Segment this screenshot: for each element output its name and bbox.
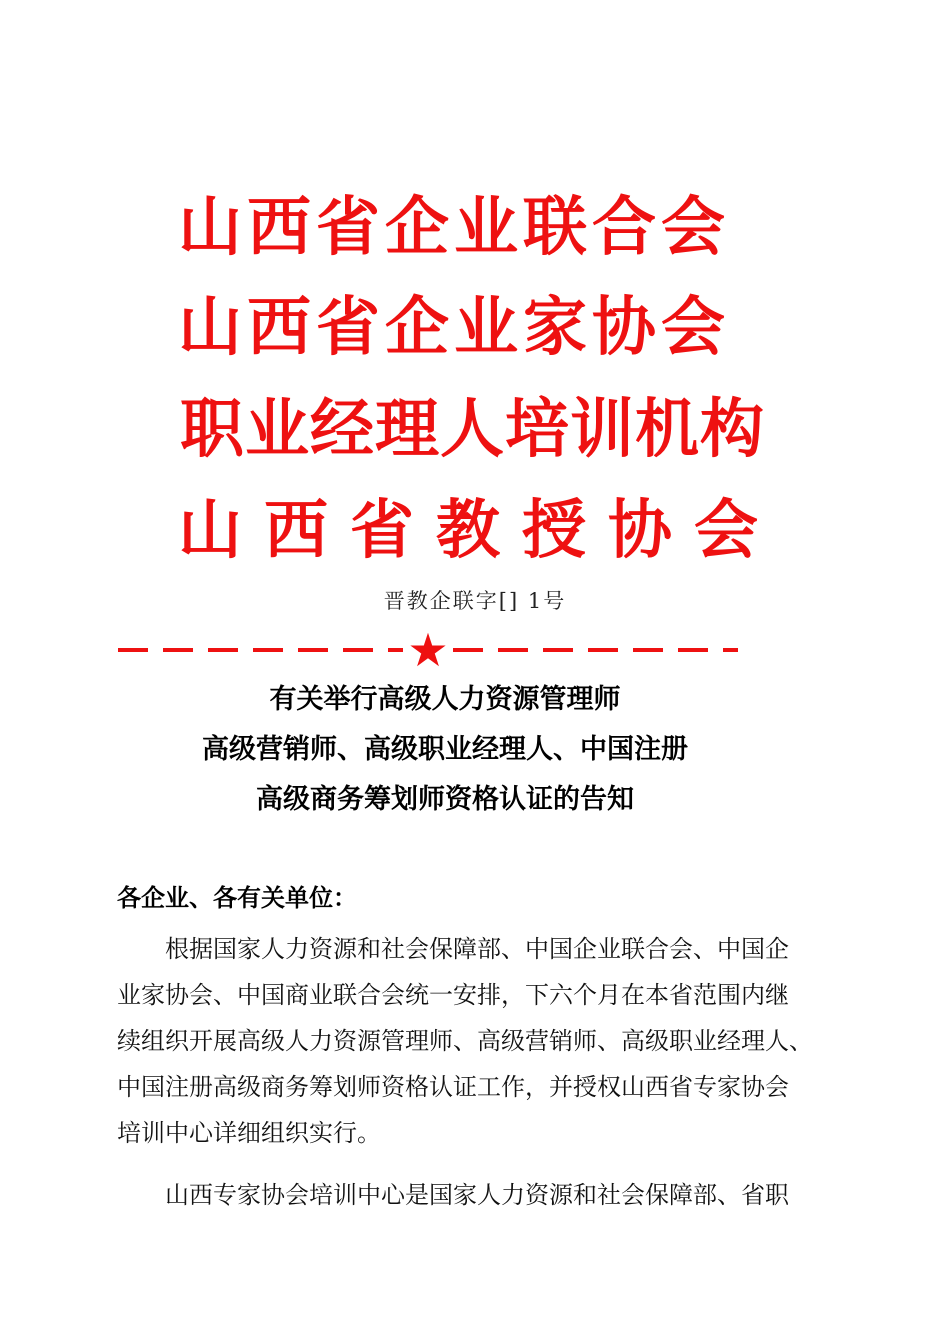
notice-title-line-2: 高级营销师、高级职业经理人、中国注册 bbox=[202, 734, 688, 765]
paragraph-1-line-5: 培训中心详细组织实行。 bbox=[117, 1119, 381, 1147]
salutation: 各企业、各有关单位： bbox=[117, 884, 357, 912]
paragraph-1-line-4: 中国注册高级商务筹划师资格认证工作，并授权山西省专家协会 bbox=[117, 1073, 789, 1101]
paragraph-1-line-3: 续组织开展高级人力资源管理师、高级营销师、高级职业经理人、 bbox=[117, 1027, 813, 1055]
star-icon: ★ bbox=[407, 623, 449, 677]
paragraph-2-line-1: 山西专家协会培训中心是国家人力资源和社会保障部、省职 bbox=[165, 1181, 789, 1209]
notice-title-line-1: 有关举行高级人力资源管理师 bbox=[269, 684, 621, 715]
red-divider bbox=[118, 623, 738, 677]
org-name-4: 山西省教授协会 bbox=[178, 494, 780, 568]
divider-dashes-left bbox=[118, 648, 403, 652]
paragraph-1-line-1: 根据国家人力资源和社会保障部、中国企业联合会、中国企 bbox=[165, 935, 789, 963]
org-name-1: 山西省企业联合会 bbox=[178, 191, 730, 265]
org-name-3: 职业经理人培训机构 bbox=[180, 393, 765, 467]
notice-title bbox=[0, 675, 890, 825]
body-text bbox=[117, 926, 837, 1218]
document-number: 晋教企联字[] 1号 bbox=[383, 589, 567, 613]
notice-title-line-3: 高级商务筹划师资格认证的告知 bbox=[256, 784, 634, 815]
paragraph-1-line-2: 业家协会、中国商业联合会统一安排，下六个月在本省范围内继 bbox=[117, 981, 789, 1009]
paragraph-gap bbox=[117, 1156, 837, 1172]
divider-dashes-right bbox=[453, 648, 738, 652]
org-name-2: 山西省企业家协会 bbox=[178, 291, 730, 365]
